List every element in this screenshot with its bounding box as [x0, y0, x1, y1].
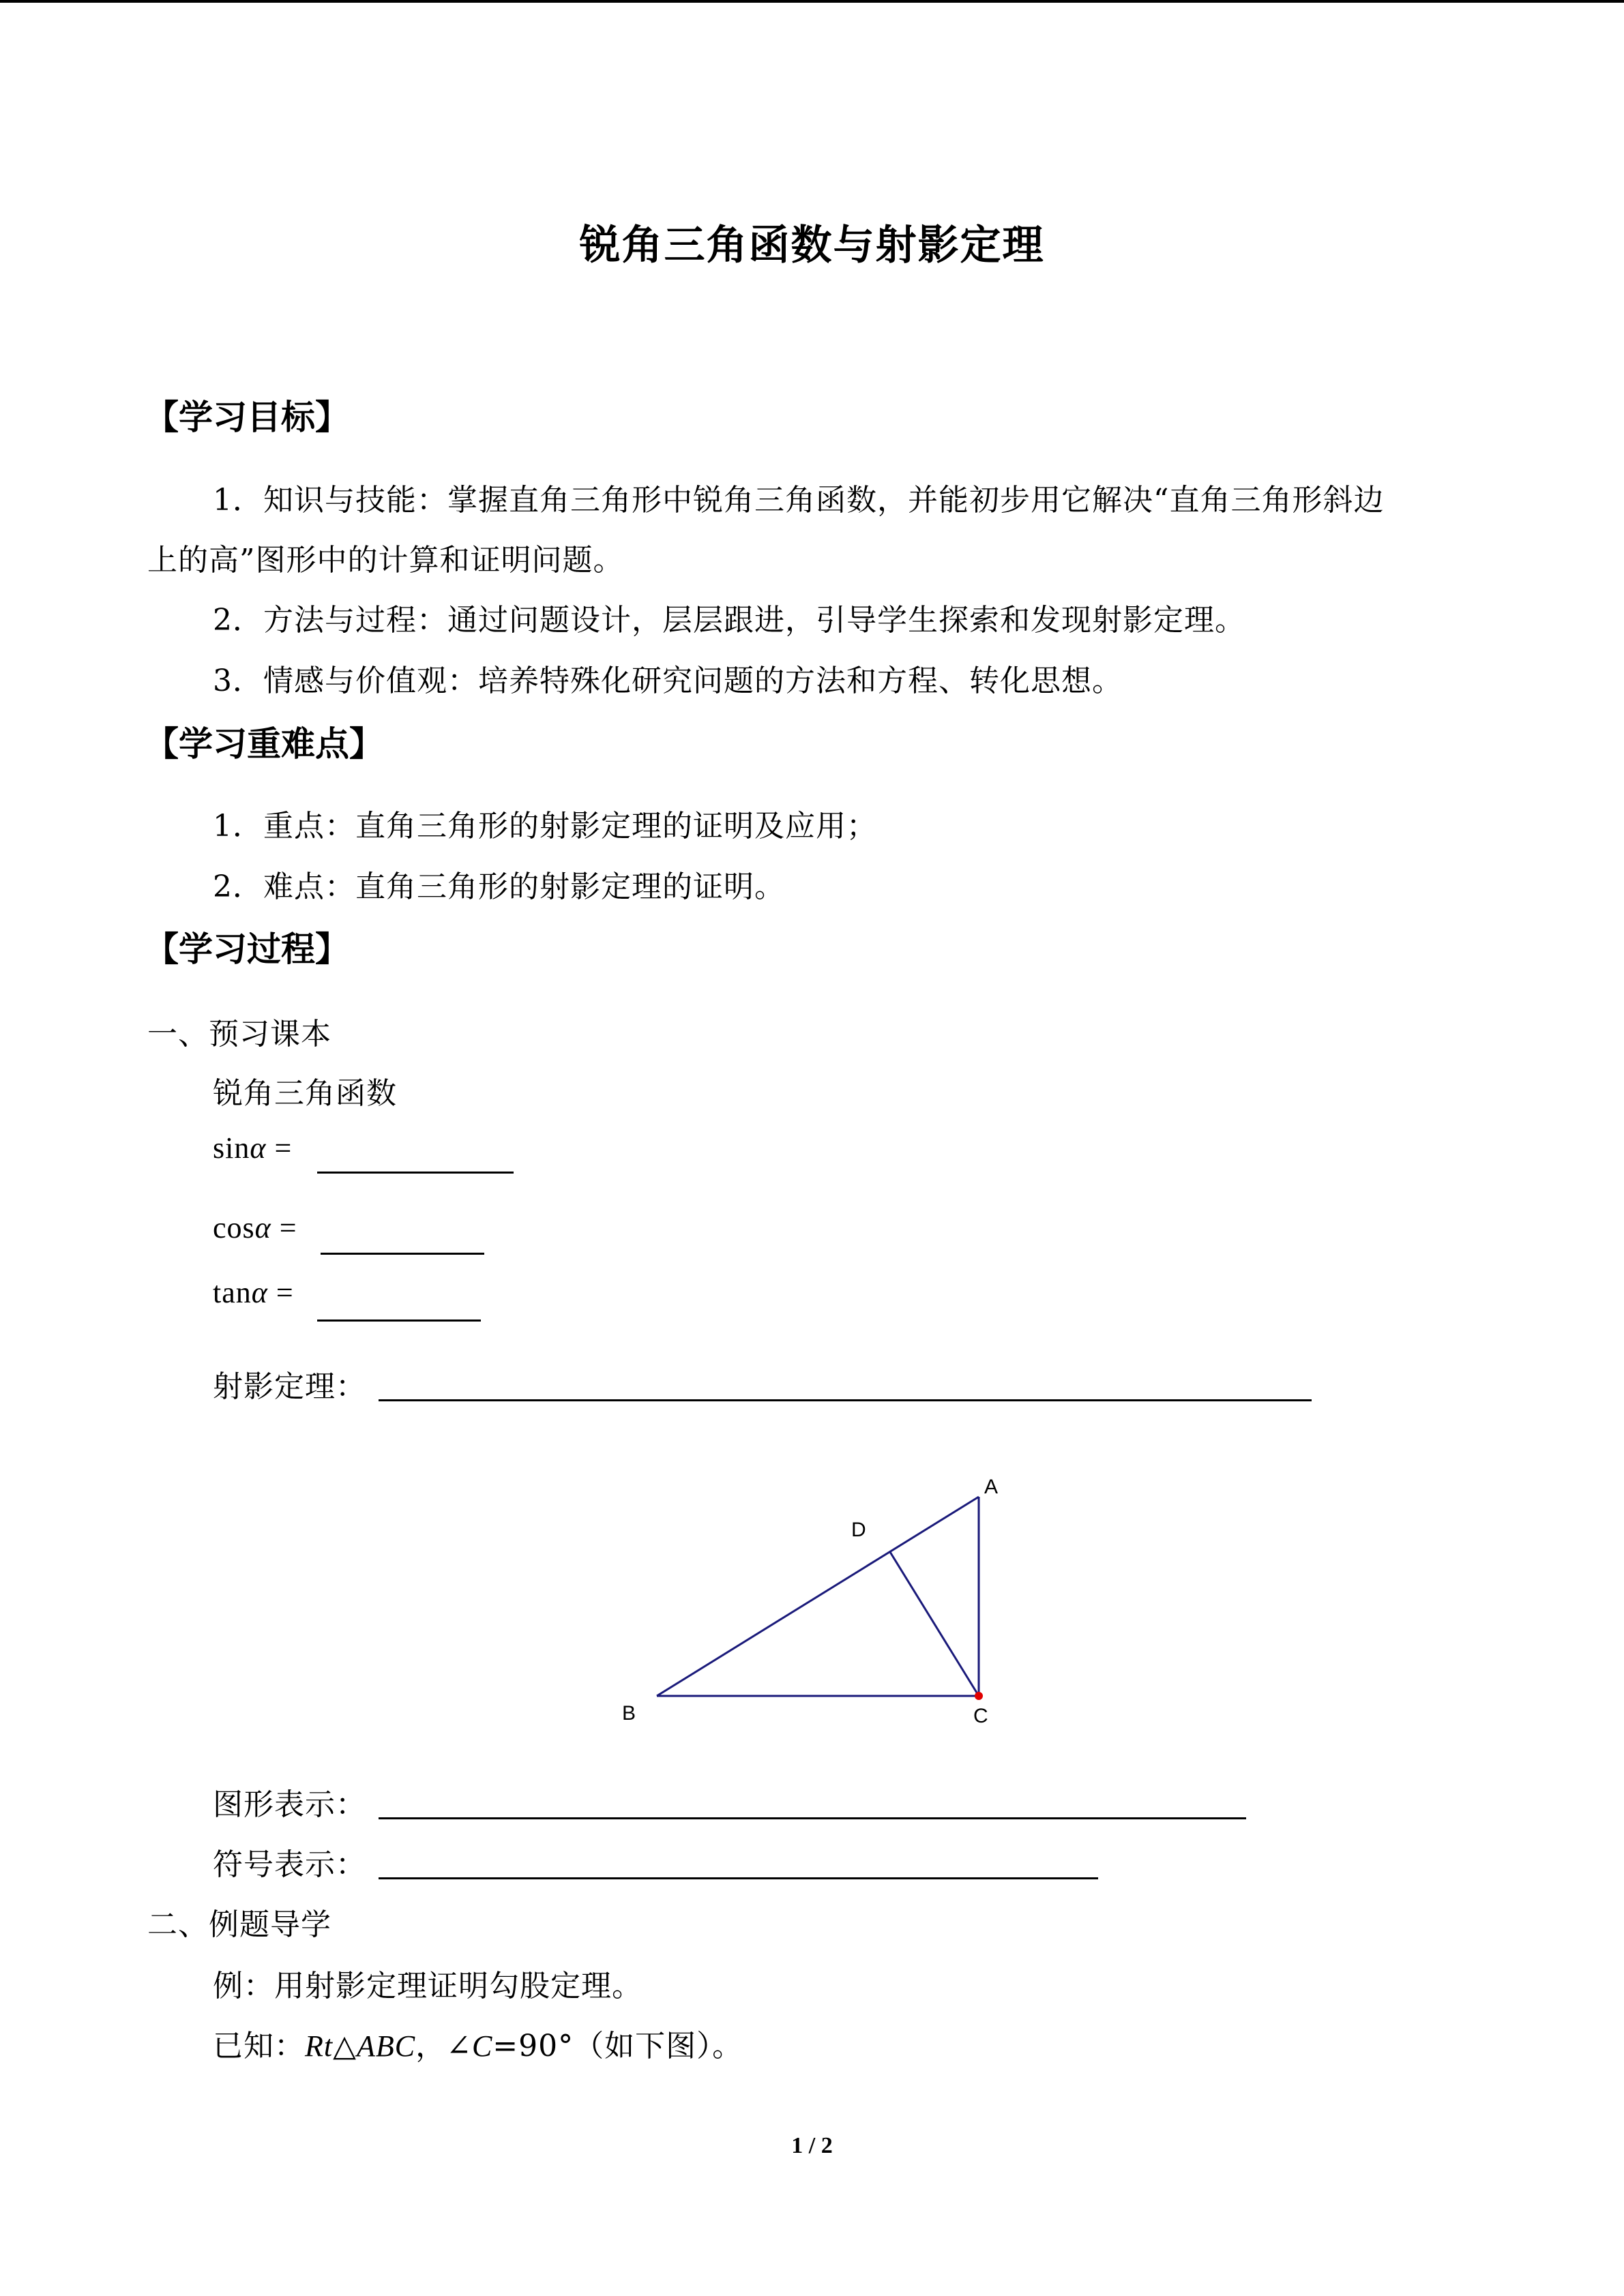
given-rest: =90°（如下图）。 [492, 2029, 743, 2063]
label-c: C [973, 1705, 988, 1727]
given-statement [213, 2021, 743, 2065]
key-points-heading: 【学习重难点】 [145, 724, 383, 764]
part2-title: 二、例题导学 [147, 1907, 331, 1942]
right-triangle-figure [600, 1466, 1037, 1732]
trig-heading: 锐角三角函数 [213, 1076, 397, 1111]
angle-expression [446, 2029, 492, 2063]
symbol-repr-label: 符号表示： [213, 1847, 366, 1882]
alpha-symbol: α [251, 1276, 268, 1309]
equals-sign: = [279, 1211, 297, 1244]
rt-symbol: Rt [305, 2029, 334, 2063]
point-c-marker [975, 1692, 983, 1700]
figure-repr-label: 图形表示： [213, 1787, 366, 1822]
page-top-border [0, 0, 1624, 3]
angle-c: C [471, 2029, 493, 2063]
goal-item-1-line-2: 上的高”图形中的计算和证明问题。 [147, 543, 624, 578]
key-point-1: 1．重点：直角三角形的射影定理的证明及应用； [213, 809, 877, 844]
alpha-symbol: α [250, 1131, 267, 1165]
label-a: A [984, 1476, 999, 1498]
label-d: D [851, 1519, 866, 1541]
projection-theorem-blank[interactable] [379, 1399, 1312, 1401]
cos-label: cos [213, 1211, 255, 1244]
tan-answer-blank[interactable] [317, 1320, 481, 1322]
sin-formula [213, 1131, 292, 1165]
angle-symbol: ∠ [446, 2029, 472, 2063]
tan-formula [213, 1275, 294, 1310]
part1-title: 一、预习课本 [147, 1017, 331, 1052]
equals-sign: = [274, 1131, 293, 1165]
goals-heading: 【学习目标】 [145, 398, 349, 437]
page-title: 锐角三角函数与射影定理 [579, 222, 1045, 269]
sin-label: sin [213, 1131, 250, 1165]
given-comma: ， [415, 2029, 447, 2063]
tan-label: tan [213, 1276, 252, 1309]
alpha-symbol: α [254, 1211, 271, 1244]
goal-item-2: 2．方法与过程：通过问题设计，层层跟进，引导学生探索和发现射影定理。 [213, 603, 1245, 638]
cos-formula [213, 1210, 297, 1245]
triangle-abc: ABC [356, 2029, 416, 2063]
equals-sign: = [276, 1276, 294, 1309]
side-ba [657, 1497, 979, 1696]
label-b: B [622, 1702, 636, 1725]
given-prefix: 已知： [213, 2029, 305, 2063]
goal-item-3: 3．情感与价值观：培养特殊化研究问题的方法和方程、转化思想。 [213, 664, 1123, 698]
sin-answer-blank[interactable] [317, 1172, 514, 1174]
page-number: 1 / 2 [791, 2133, 833, 2158]
example-statement: 例：用射影定理证明勾股定理。 [213, 1969, 643, 2003]
triangle-symbol: △ [333, 2029, 357, 2063]
goal-item-1-line-1: 1．知识与技能：掌握直角三角形中锐角三角函数，并能初步用它解决“直角三角形斜边 [213, 483, 1385, 518]
key-point-2: 2．难点：直角三角形的射影定理的证明。 [213, 869, 785, 904]
figure-repr-blank[interactable] [379, 1817, 1246, 1819]
cos-answer-blank[interactable] [321, 1253, 484, 1255]
symbol-repr-blank[interactable] [379, 1877, 1098, 1879]
process-heading: 【学习过程】 [145, 929, 349, 969]
altitude-cd [890, 1552, 979, 1696]
given-math [305, 2029, 415, 2063]
projection-theorem-label: 射影定理： [213, 1369, 366, 1404]
